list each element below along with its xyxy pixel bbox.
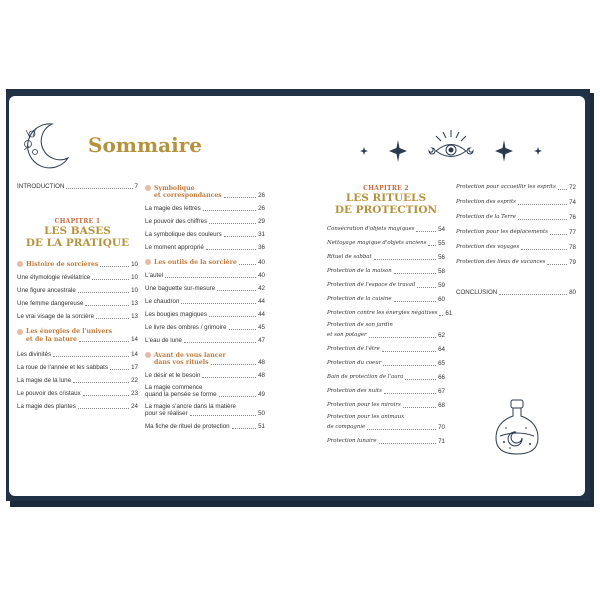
toc-entry[interactable] [145, 298, 265, 305]
toc-entry[interactable] [456, 199, 576, 206]
toc-entry-label: Protection contre les énergies négatives [327, 310, 438, 316]
toc-entry-page: 71 [438, 438, 445, 445]
dot-leader [547, 264, 567, 265]
toc-entry-page: 64 [438, 346, 445, 353]
toc-entry[interactable] [145, 423, 265, 430]
toc-entry[interactable] [456, 244, 576, 251]
dot-leader [211, 364, 257, 365]
toc-entry-page: 61 [445, 310, 453, 317]
toc-entry[interactable] [456, 214, 576, 221]
toc-column-2 [145, 185, 265, 430]
section-page: 10 [131, 261, 138, 268]
toc-entry[interactable] [456, 229, 576, 236]
chapter-title-line1: LES RITUELS [345, 192, 427, 204]
section-heading[interactable] [145, 185, 265, 192]
toc-entry-label: La magie des plantes [17, 403, 76, 410]
toc-entry-label: pour se réaliser [145, 410, 188, 417]
dot-leader [232, 428, 256, 429]
dot-leader [439, 315, 443, 316]
toc-entry-page: 72 [569, 184, 576, 191]
toc-entry[interactable] [327, 226, 445, 233]
toc-entry-label: Une étymologie révélatrice [17, 274, 91, 281]
dot-leader [110, 369, 129, 370]
toc-entry-label: Une figure ancestrale [17, 287, 76, 294]
toc-entry-page: 65 [438, 360, 445, 367]
toc-entry-label: L'autel [145, 272, 164, 279]
section-title: Symbolique [154, 185, 195, 192]
toc-entry-label: La symbolique des couleurs [145, 231, 222, 238]
toc-entry-multiline[interactable] [145, 403, 265, 417]
dot-leader [367, 429, 436, 430]
toc-entry[interactable] [327, 346, 445, 353]
dot-leader [206, 249, 256, 250]
dot-leader [394, 301, 437, 302]
toc-entry-page: 10 [131, 274, 138, 281]
toc-entry-page: 36 [258, 244, 265, 251]
toc-entry-label: Protection de la Terre [456, 214, 516, 220]
section-title: Histoire de sorcières [26, 261, 99, 268]
dot-leader [209, 316, 256, 317]
toc-entry-page: 45 [258, 324, 265, 331]
dot-leader [417, 287, 436, 288]
toc-entry-page: 78 [569, 244, 576, 251]
toc-entry-label: CONCLUSION [456, 289, 498, 296]
toc-entry-page: 31 [258, 231, 265, 238]
dot-leader [403, 407, 436, 408]
section-heading[interactable] [17, 328, 138, 336]
section-heading-line2[interactable] [17, 336, 138, 343]
toc-entry-introduction[interactable] [17, 183, 138, 190]
toc-entry[interactable] [145, 272, 265, 279]
toc-entry-page: 10 [131, 287, 138, 294]
dot-leader [550, 234, 567, 235]
toc-entry-label: INTRODUCTION [17, 183, 65, 190]
star-icon [360, 147, 368, 155]
toc-entry[interactable] [145, 244, 265, 251]
toc-entry-page: 56 [438, 254, 445, 261]
dot-leader [382, 351, 436, 352]
star-icon [389, 140, 407, 162]
toc-entry-page: 51 [258, 423, 265, 430]
toc-entry[interactable] [327, 268, 445, 275]
toc-entry-label: La roue de l'année et les sabbats [17, 364, 108, 371]
dot-leader [165, 277, 256, 278]
toc-entry-page: 59 [438, 282, 445, 289]
chapter-number: CHAPITRE 1 [54, 218, 101, 225]
toc-column-1 [17, 183, 138, 410]
toc-entry-label: La magie de la lune [17, 377, 72, 384]
toc-entry[interactable] [145, 218, 265, 225]
toc-entry-multiline[interactable] [327, 414, 445, 431]
toc-entry[interactable] [17, 403, 138, 410]
section-page: 26 [258, 192, 265, 199]
toc-entry-label: Rituel de sabbat [327, 254, 372, 260]
toc-column-4 [456, 184, 576, 296]
section-title: Les outils de la sorcière [154, 259, 237, 266]
toc-entry[interactable] [17, 274, 138, 281]
toc-entry[interactable] [17, 313, 138, 320]
dot-leader [53, 356, 129, 357]
potion-bottle-icon [492, 398, 542, 458]
toc-entry-label: Protection pour accueillir les esprits [456, 184, 556, 190]
toc-entry[interactable] [327, 402, 445, 409]
toc-entry-label: L'eau de lune [145, 337, 182, 344]
section-heading[interactable] [17, 261, 138, 268]
section-title: Les énergies de l'univers [26, 328, 113, 335]
dot-leader [374, 259, 436, 260]
dot-leader [229, 329, 257, 330]
toc-entry-label: Protection des lieux de vacances [456, 259, 546, 265]
toc-entry-label: Protection des nuits [327, 388, 382, 394]
toc-entry-label: quand la pensée se forme [145, 391, 217, 398]
toc-entry-label: Les bougies magiques [145, 311, 207, 318]
dot-leader [224, 236, 256, 237]
toc-entry-label: Le désir et le besoin [145, 372, 201, 379]
toc-entry-label: Protection pour les déplacements [456, 229, 548, 235]
toc-entry-page: 13 [131, 300, 138, 307]
dot-leader [83, 395, 129, 396]
toc-entry-page: 66 [438, 374, 445, 381]
toc-entry-label: Protection de la cuisine [327, 296, 392, 302]
toc-entry-page: 60 [438, 296, 445, 303]
toc-entry-conclusion[interactable] [456, 289, 576, 296]
toc-entry-label: Le vrai visage de la sorcière [17, 313, 95, 320]
crescent-moon-icon [22, 122, 72, 170]
chapter-title-line2: DE PROTECTION [334, 204, 438, 216]
toc-entry[interactable] [327, 360, 445, 367]
toc-entry-label: Protection des voyages [456, 244, 520, 250]
toc-entry-page: 17 [131, 364, 138, 371]
dot-leader [78, 292, 129, 293]
dot-leader [79, 341, 129, 342]
section-page: 40 [258, 259, 265, 266]
dot-leader [203, 210, 256, 211]
toc-entry-page: 48 [258, 372, 265, 379]
dot-leader [202, 377, 256, 378]
toc-entry[interactable] [17, 364, 138, 371]
toc-entry[interactable] [145, 205, 265, 212]
dot-leader [518, 219, 567, 220]
toc-entry[interactable] [17, 287, 138, 294]
section-heading[interactable] [145, 259, 265, 266]
toc-entry-page: 58 [438, 268, 445, 275]
dot-leader [224, 197, 256, 198]
toc-entry-page: 55 [438, 240, 445, 247]
toc-entry[interactable] [145, 324, 265, 331]
toc-entry-page: 76 [569, 214, 576, 221]
bullet-icon [145, 185, 151, 191]
toc-entry-page: 13 [131, 313, 138, 320]
toc-entry-multiline[interactable] [145, 384, 265, 398]
dot-leader [85, 305, 129, 306]
dot-leader [219, 396, 257, 397]
dot-leader [190, 415, 256, 416]
toc-entry-label: Le chaudron [145, 298, 180, 305]
toc-entry[interactable] [327, 374, 445, 381]
toc-entry-page: 54 [438, 226, 445, 233]
dot-leader [499, 294, 567, 295]
toc-entry-label: Les divinités [17, 351, 52, 358]
dot-leader [405, 379, 436, 380]
toc-entry-label: Protection du coeur [327, 360, 382, 366]
toc-entry[interactable] [145, 372, 265, 379]
section-title: et correspondances [154, 192, 222, 199]
toc-entry-label: Protection des esprits [456, 199, 516, 205]
toc-entry-label: La magie des lettres [145, 205, 201, 212]
toc-entry-page: 68 [438, 402, 445, 409]
toc-entry-page: 62 [438, 332, 445, 339]
bullet-icon [145, 259, 151, 265]
toc-entry-page: 44 [258, 311, 265, 318]
toc-entry[interactable] [327, 254, 445, 261]
star-icon [495, 140, 513, 162]
toc-entry-label: Bain de protection de l'aura [327, 374, 404, 380]
toc-entry-label: Protection de la maison [327, 268, 392, 274]
toc-entry-label: La magie commence [145, 384, 203, 391]
dot-leader [73, 382, 129, 383]
eye-stars-ornament [352, 128, 552, 168]
toc-entry[interactable] [327, 310, 453, 317]
page-title: Sommaire [88, 133, 202, 157]
section-heading-line2[interactable] [145, 359, 265, 366]
toc-entry[interactable] [145, 337, 265, 344]
dot-leader [181, 303, 256, 304]
toc-entry-label: Le moment approprié [145, 244, 204, 251]
toc-entry-label: de compagnie [327, 424, 366, 430]
toc-entry-label: Consécration d'objets magiques [327, 226, 415, 232]
toc-entry-label: Protection lunaire [327, 438, 377, 444]
section-page: 14 [131, 336, 138, 343]
toc-entry-label: La magie s'ancre dans la matière [145, 403, 236, 410]
toc-entry-label: Protection pour les animaux [327, 414, 405, 420]
chapter-title-line1: LES BASES [44, 225, 111, 237]
toc-entry[interactable] [17, 351, 138, 358]
section-heading[interactable] [145, 352, 265, 359]
toc-entry-label: Protection de l'espace de travail [327, 282, 416, 288]
toc-entry-page: 23 [131, 390, 138, 397]
toc-entry[interactable] [456, 259, 576, 266]
toc-entry-page: 74 [569, 199, 576, 206]
toc-entry[interactable] [145, 285, 265, 292]
toc-entry[interactable] [17, 377, 138, 384]
toc-entry-page: 7 [134, 183, 138, 190]
toc-entry[interactable] [145, 311, 265, 318]
toc-entry[interactable] [327, 438, 445, 445]
dot-leader [78, 408, 129, 409]
toc-entry-page: 40 [258, 272, 265, 279]
chapter-1-heading [17, 218, 138, 249]
toc-entry-multiline[interactable] [327, 322, 445, 339]
dot-leader [184, 342, 256, 343]
section-heading-line2[interactable] [145, 192, 265, 199]
dot-leader [428, 245, 436, 246]
toc-entry[interactable] [327, 282, 445, 289]
dot-leader [92, 279, 129, 280]
chapter-number: CHAPITRE 2 [363, 185, 409, 192]
dot-leader [369, 337, 437, 338]
dot-leader [521, 249, 567, 250]
toc-entry-label: Le pouvoir des cristaux [17, 390, 81, 397]
dot-leader [416, 231, 436, 232]
toc-entry-page: 79 [569, 259, 576, 266]
eye-icon [429, 130, 473, 157]
dot-leader [100, 266, 129, 267]
dot-leader [558, 189, 567, 190]
dot-leader [66, 188, 132, 189]
toc-entry[interactable] [327, 388, 445, 395]
toc-entry-page: 26 [258, 205, 265, 212]
toc-entry-label: Protection de l'être [327, 346, 380, 352]
toc-entry-label: Une femme dangereuse [17, 300, 84, 307]
chapter-2-heading [327, 185, 445, 216]
toc-entry-label: Protection de son jardin [327, 322, 393, 328]
toc-entry-label: Le livre des ombres / grimoire [145, 324, 227, 331]
toc-entry-page: 67 [438, 388, 445, 395]
toc-entry-page: 29 [258, 218, 265, 225]
toc-entry-page: 49 [258, 391, 265, 398]
toc-entry-page: 22 [131, 377, 138, 384]
toc-entry-label: Une baguette sur-mesure [145, 285, 216, 292]
section-title: dans vos rituels [154, 359, 209, 366]
toc-entry-label: Ma fiche de rituel de protection [145, 423, 230, 430]
dot-leader [209, 223, 256, 224]
toc-entry-page: 70 [438, 424, 445, 431]
toc-entry-label: et son potager [327, 332, 367, 338]
toc-entry-page: 47 [258, 337, 265, 344]
toc-entry-label: Nettoyage magique d'objets anciens [327, 240, 427, 246]
dot-leader [383, 365, 436, 366]
bullet-icon [145, 352, 151, 358]
chapter-title-line2: DE LA PRATIQUE [25, 237, 130, 249]
toc-entry[interactable] [145, 231, 265, 238]
section-title: Avant de vous lancer [154, 352, 226, 359]
bullet-icon [17, 329, 23, 335]
dot-leader [394, 273, 436, 274]
toc-entry-page: 42 [258, 285, 265, 292]
dot-leader [379, 443, 437, 444]
dot-leader [96, 318, 129, 319]
toc-entry[interactable] [327, 240, 445, 247]
toc-entry-page: 44 [258, 298, 265, 305]
toc-entry[interactable] [327, 296, 445, 303]
toc-entry[interactable] [17, 300, 138, 307]
dot-leader [384, 393, 436, 394]
star-icon [534, 147, 542, 155]
section-title: et de la nature [26, 336, 77, 343]
toc-entry-label: Le pouvoir des chiffres [145, 218, 208, 225]
dot-leader [217, 290, 256, 291]
toc-entry-page: 14 [131, 351, 138, 358]
section-page: 48 [258, 359, 265, 366]
dot-leader [239, 264, 256, 265]
toc-column-3 [327, 185, 453, 445]
toc-entry[interactable] [17, 390, 138, 397]
toc-entry-label: Protection pour les miroirs [327, 402, 401, 408]
toc-entry-page: 24 [131, 403, 138, 410]
toc-entry-page: 80 [569, 289, 576, 296]
toc-entry-page: 77 [569, 229, 576, 236]
toc-entry-page: 50 [258, 410, 265, 417]
bullet-icon [17, 261, 23, 267]
toc-entry[interactable] [456, 184, 576, 191]
dot-leader [518, 204, 567, 205]
